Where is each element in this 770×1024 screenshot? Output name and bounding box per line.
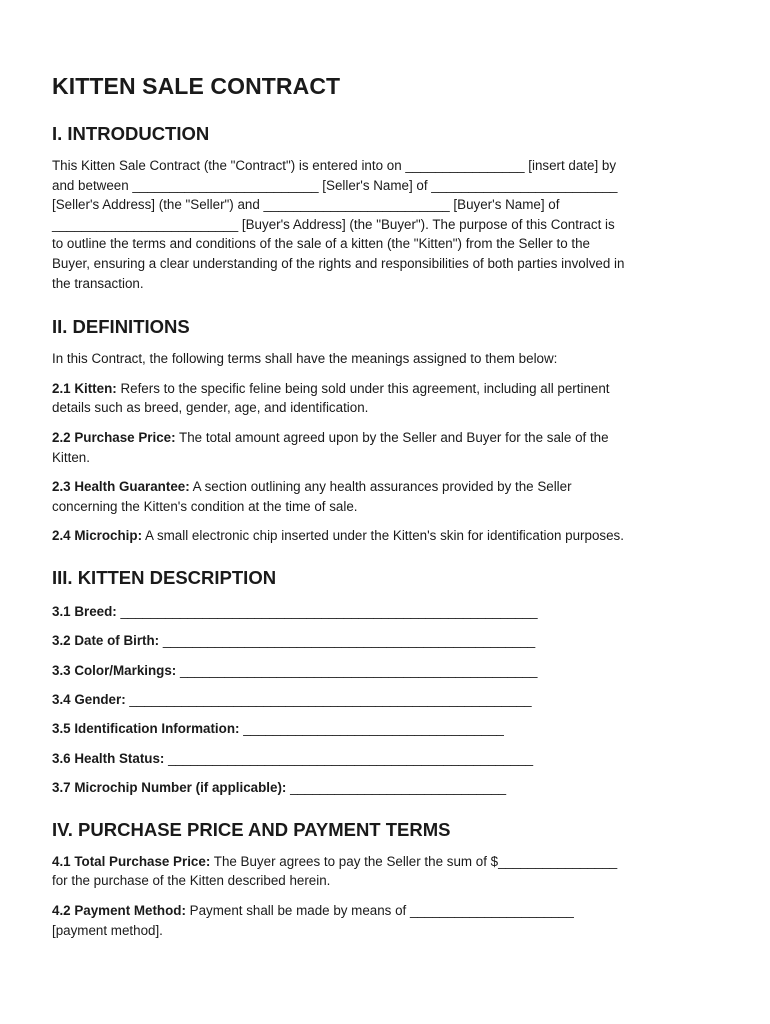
section-heading-introduction: I. INTRODUCTION — [52, 123, 210, 144]
field-blank: _________________________________________________ — [164, 750, 534, 766]
document-title: KITTEN SALE CONTRACT — [52, 73, 341, 99]
intro-line: [Seller's Address] (the "Seller") and _________________________ [Buyer's Name] of — [52, 197, 560, 213]
intro-line: to outline the terms and conditions of the sale of a kitten (the "Kitten") from the Seller to the — [52, 236, 590, 252]
definition-text: Refers to the specific feline being sold under this agreement, including all pertinent — [116, 380, 610, 396]
field-blank: ________________________________________________ — [176, 662, 538, 678]
field-blank: ___________________________________ — [239, 721, 504, 737]
payment-text: for the purchase of the Kitten described herein. — [52, 873, 331, 889]
section-heading-kitten-description: III. KITTEN DESCRIPTION — [52, 566, 277, 588]
field-label: 3.2 Date of Birth: — [52, 633, 160, 649]
field-label: 3.6 Health Status: — [52, 750, 165, 766]
definition-text: The total amount agreed upon by the Seller and Buyer for the sale of the — [175, 429, 609, 445]
field-blank: ______________________________________________________ — [125, 692, 532, 708]
intro-line: _________________________ [Buyer's Address] (the "Buyer"). The purpose of this Contract is — [52, 216, 615, 232]
definition-term: 2.4 Microchip: — [52, 528, 143, 544]
intro-line: This Kitten Sale Contract (the "Contract") is entered into on ________________ [insert date] by — [52, 158, 617, 173]
definition-term: 2.2 Purchase Price: — [52, 429, 176, 445]
definitions-intro: In this Contract, the following terms shall have the meanings assigned to them below: — [52, 351, 558, 367]
payment-method — [52, 901, 718, 940]
field-blank: _____________________________ — [286, 780, 507, 796]
definition-text: concerning the Kitten's condition at the time of sale. — [52, 498, 358, 514]
field-color-markings — [52, 661, 718, 681]
definition-term: 2.3 Health Guarantee: — [52, 479, 190, 495]
payment-text: [payment method]. — [52, 922, 163, 938]
field-label: 3.1 Breed: — [52, 603, 117, 619]
field-gender — [52, 690, 718, 710]
payment-term: 4.1 Total Purchase Price: — [52, 853, 211, 869]
section-heading-purchase-price: IV. PURCHASE PRICE AND PAYMENT TERMS — [52, 818, 451, 840]
definition-health-guarantee — [52, 477, 718, 516]
field-breed — [52, 602, 718, 622]
definition-text: A section outlining any health assurances provided by the Seller — [189, 479, 572, 495]
section-heading-definitions: II. DEFINITIONS — [52, 316, 190, 338]
definition-text: A small electronic chip inserted under the Kitten's skin for identification purposes. — [142, 528, 624, 544]
payment-term: 4.2 Payment Method: — [52, 903, 186, 919]
payment-text: The Buyer agrees to pay the Seller the sum of $________________ — [210, 853, 618, 869]
intro-line: the transaction. — [52, 275, 144, 291]
field-blank: ________________________________________________________ — [116, 603, 538, 619]
field-health-status — [52, 749, 718, 769]
payment-total-purchase-price — [52, 852, 718, 891]
field-date-of-birth — [52, 631, 718, 651]
introduction-paragraph — [52, 156, 718, 293]
payment-text: Payment shall be made by means of ______________________ — [185, 903, 574, 919]
field-microchip-number — [52, 778, 718, 798]
intro-line: Buyer, ensuring a clear understanding of the rights and responsibilities of both parties involved in — [52, 255, 625, 271]
definition-purchase-price — [52, 428, 718, 467]
field-label: 3.7 Microchip Number (if applicable): — [52, 780, 287, 796]
intro-line: and between _________________________ [Seller's Name] of _________________________ — [52, 177, 618, 193]
definition-kitten — [52, 379, 718, 418]
definition-text: details such as breed, gender, age, and identification. — [52, 400, 369, 416]
field-label: 3.4 Gender: — [52, 692, 126, 708]
field-identification-information — [52, 719, 718, 739]
field-blank: __________________________________________________ — [159, 633, 536, 649]
definition-text: Kitten. — [52, 449, 90, 465]
field-label: 3.3 Color/Markings: — [52, 662, 177, 678]
kitten-description-fields — [52, 602, 718, 798]
definition-term: 2.1 Kitten: — [52, 380, 117, 396]
field-label: 3.5 Identification Information: — [52, 721, 240, 737]
definition-microchip — [52, 526, 718, 546]
